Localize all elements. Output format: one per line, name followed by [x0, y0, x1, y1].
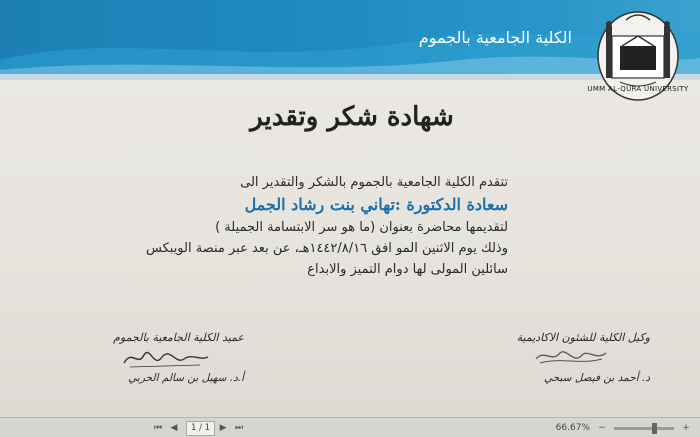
college-name: الكلية الجامعية بالجموم	[418, 28, 572, 47]
lecture-title-line: لتقديمها محاضرة بعنوان (ما هو سر الابتسامة الجميلة )	[215, 220, 508, 235]
viewer-toolbar	[0, 417, 700, 437]
dean-name: أ.د. سهيل بن سالم الحربي	[128, 372, 244, 384]
zoom-out-icon[interactable]: −	[598, 423, 606, 433]
zoom-level: 66.67%	[555, 423, 590, 433]
first-page-icon[interactable]: ⏮	[153, 423, 163, 433]
page-indicator-text: 1 / 1	[191, 423, 211, 433]
next-page-icon[interactable]: ▶	[219, 423, 227, 433]
dean-title: عميد الكلية الجامعية بالجموم	[113, 331, 244, 344]
certificate-title: شهادة شكر وتقدير	[250, 102, 454, 132]
last-page-icon[interactable]: ⏭	[235, 423, 244, 433]
date-line: وذلك يوم الاثنين المو افق ١٤٤٢/٨/١٦هـ، عن بعد عبر منصة الويبكس	[146, 241, 508, 256]
vice-dean-signature-scribble	[530, 343, 610, 369]
page-indicator[interactable]	[186, 421, 215, 436]
recipient-name: سعادة الدكتورة :تهاني بنت رشاد الجمل	[244, 195, 508, 214]
dean-signature-scribble	[120, 345, 210, 371]
closing-line: سائلين المولى لها دوام التميز والابداع	[307, 262, 508, 277]
zoom-slider-knob[interactable]	[652, 423, 657, 434]
logo-caption: UMM AL-QURA UNIVERSITY	[587, 85, 689, 93]
vice-dean-title: وكيل الكلية للشئون الاكاديمية	[516, 331, 650, 344]
certificate-body	[88, 172, 508, 280]
vice-dean-name: د. أحمد بن فيصل سبحي	[543, 372, 650, 384]
previous-page-icon[interactable]: ◀	[170, 423, 178, 433]
zoom-in-icon[interactable]: +	[682, 423, 690, 433]
zoom-slider[interactable]	[614, 427, 674, 430]
zoom-controls	[556, 421, 694, 435]
intro-line: تتقدم الكلية الجامعية بالجموم بالشكر والتقدير الى	[240, 175, 508, 190]
